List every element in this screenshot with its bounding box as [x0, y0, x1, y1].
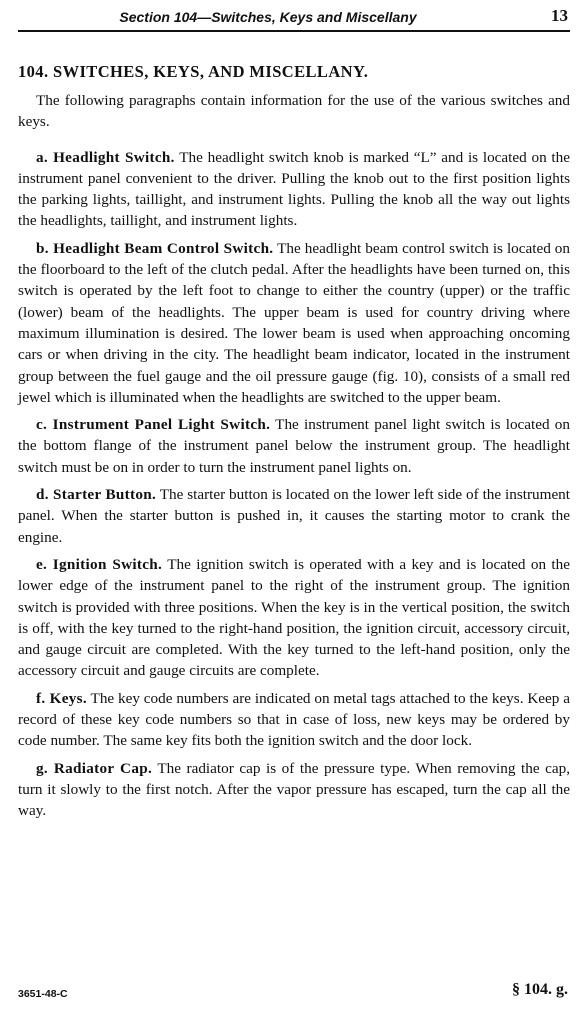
paragraph-instrument-panel-light-switch: [18, 414, 570, 478]
paragraph-lead: a. Headlight Switch.: [36, 148, 175, 166]
page-number: 13: [551, 6, 568, 25]
paragraph-text: The headlight switch knob is marked “L” and is located on the instrument panel convenient to the driver. Pulling the knob out to the first position lights the parking lights, taillight, and instrument lights. Pulling the knob all the way out lights the headlights, taillight, and instrument lights.: [18, 148, 570, 230]
body-text: [18, 90, 570, 828]
paragraph-lead: c. Instrument Panel Light Switch.: [36, 416, 271, 434]
paragraph-text: The radiator cap is of the pressure type. When removing the cap, turn it slowly to the first notch. After the vapor pressure has escaped, turn the cap all the way.: [18, 759, 570, 820]
paragraph-keys: [18, 688, 570, 752]
section-heading: 104. SWITCHES, KEYS, AND MISCELLANY.: [18, 62, 369, 81]
paragraph-ignition-switch: [18, 554, 570, 682]
paragraph-starter-button: [18, 484, 570, 548]
paragraph-text: The key code numbers are indicated on metal tags attached to the keys. Keep a record of these key code numbers so that in case of loss, new keys may be ordered by code number. The same key fits both the ignition switch and the door lock.: [18, 689, 570, 750]
footer-section-reference: § 104. g.: [512, 981, 568, 998]
running-header: [18, 6, 570, 32]
running-title: Section 104—Switches, Keys and Miscellany: [119, 9, 417, 25]
paragraph-lead: f. Keys.: [36, 689, 87, 707]
paragraph-headlight-beam-control-switch: [18, 238, 570, 408]
paragraph-lead: d. Starter Button.: [36, 486, 157, 504]
paragraph-lead: e. Ignition Switch.: [36, 555, 163, 573]
paragraph-text: The headlight beam control switch is located on the floorboard to the left of the clutch pedal. After the headlights have been turned on, this switch is operated by the left foot to change to either the country (upper) or the traffic (lower) beam of the headlights. The upper beam is used for country driving where maximum illumination is desired. The lower beam is used when approaching oncoming cars or when driving in the city. The headlight beam indicator, located in the instrument group between the fuel gauge and the oil pressure gauge (fig. 10), consists of a small red jewel which is illuminated when the headlights are switched to the upper beam.: [18, 239, 570, 406]
paragraph-text: The ignition switch is operated with a key and is located on the lower edge of the instrument panel to the right of the instrument group. The ignition switch is provided with three positions. When the key is in the vertical position, the switch is off, with the key turned to the right-hand position, the ignition circuit, accessory circuit, and gauge circuit are completed. With the key turned to the left-hand position, only the accessory circuit and gauge circuits are complete.: [18, 555, 570, 680]
footer-code: 3651-48-C: [18, 988, 68, 1000]
paragraph-radiator-cap: [18, 758, 570, 822]
paragraph-headlight-switch: [18, 147, 570, 232]
paragraph-text: The starter button is located on the lower left side of the instrument panel. When the starter button is pushed in, it causes the starting motor to crank the engine.: [18, 486, 570, 546]
paragraph-lead: b. Headlight Beam Control Switch.: [36, 239, 274, 257]
paragraph-lead: g. Radiator Cap.: [36, 759, 153, 777]
intro-paragraph: The following paragraphs contain information for the use of the various switches and keys.: [18, 92, 570, 131]
paragraph-text: The instrument panel light switch is located on the bottom flange of the instrument panel below the instrument group. The headlight switch must be on in order to turn the instrument panel lights on.: [18, 416, 570, 476]
